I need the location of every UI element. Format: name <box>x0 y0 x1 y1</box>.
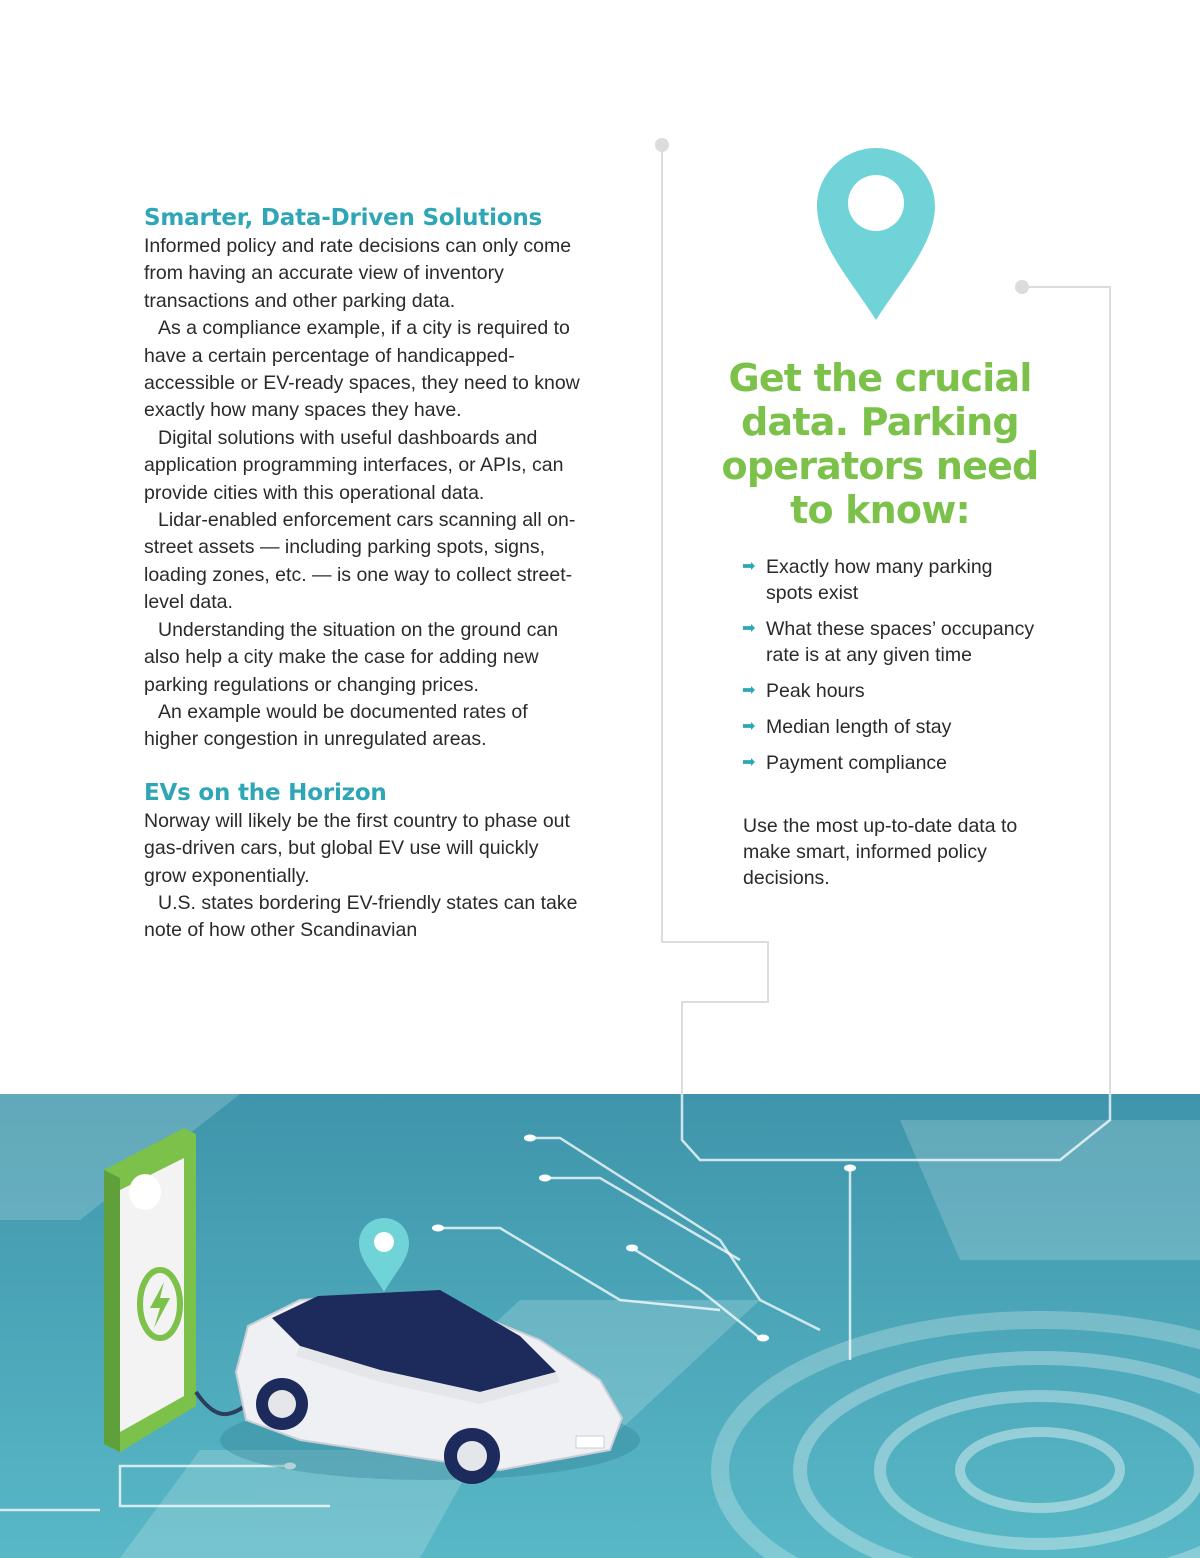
section-heading-evs: EVs on the Horizon <box>144 779 387 806</box>
article-column <box>144 203 584 945</box>
list-item <box>742 750 1042 776</box>
paragraph: As a compliance example, if a city is required to have a certain percentage of handicapped-accessible or EV-ready spaces, they need to know exactly how many spaces they have. <box>144 317 580 422</box>
callout-title: Get the crucial data. Parking operators need to know: <box>721 356 1039 532</box>
list-item <box>742 616 1042 668</box>
list-item <box>742 554 1042 606</box>
list-item <box>742 714 1042 740</box>
list-item-text: Payment compliance <box>766 752 948 774</box>
paragraph: An example would be documented rates of higher congestion in unregulated areas. <box>144 700 528 751</box>
paragraph: Understanding the situation on the ground can also help a city make the case for adding new parking regulations or changing prices. <box>144 618 559 696</box>
list-item-text: Peak hours <box>766 680 865 702</box>
arrow-right-icon: ➡ <box>742 558 756 575</box>
callout-bullet-list <box>742 554 1042 786</box>
list-item-text: Exactly how many parking spots exist <box>766 556 993 604</box>
list-item <box>742 678 1042 704</box>
paragraph: Norway will likely be the first country to phase out gas-driven cars, but global EV use will quickly grow exponentially. <box>144 809 570 887</box>
arrow-right-icon: ➡ <box>742 620 756 637</box>
paragraph: Digital solutions with useful dashboards and application programming interfaces, or APIs, can provide cities with this operational data. <box>144 426 564 504</box>
arrow-right-icon: ➡ <box>742 682 756 699</box>
arrow-right-icon: ➡ <box>742 718 756 735</box>
callout-summary: Use the most up-to-date data to make smart, informed policy decisions. <box>743 815 1018 889</box>
section-heading-solutions: Smarter, Data-Driven Solutions <box>144 205 543 231</box>
paragraph: U.S. states bordering EV-friendly states can take note of how other Scandinavian <box>144 891 578 942</box>
map-pin-icon <box>817 148 935 320</box>
list-item-text: Median length of stay <box>766 716 952 738</box>
arrow-right-icon: ➡ <box>742 754 756 771</box>
paragraph: Informed policy and rate decisions can only come from having an accurate view of inventory transactions and other parking data. <box>144 235 572 312</box>
paragraph: Lidar-enabled enforcement cars scanning all on-street assets — including parking spots, signs, loading zones, etc. — is one way to collect street-level data. <box>144 509 576 614</box>
list-item-text: What these spaces’ occupancy rate is at any given time <box>766 618 1035 666</box>
